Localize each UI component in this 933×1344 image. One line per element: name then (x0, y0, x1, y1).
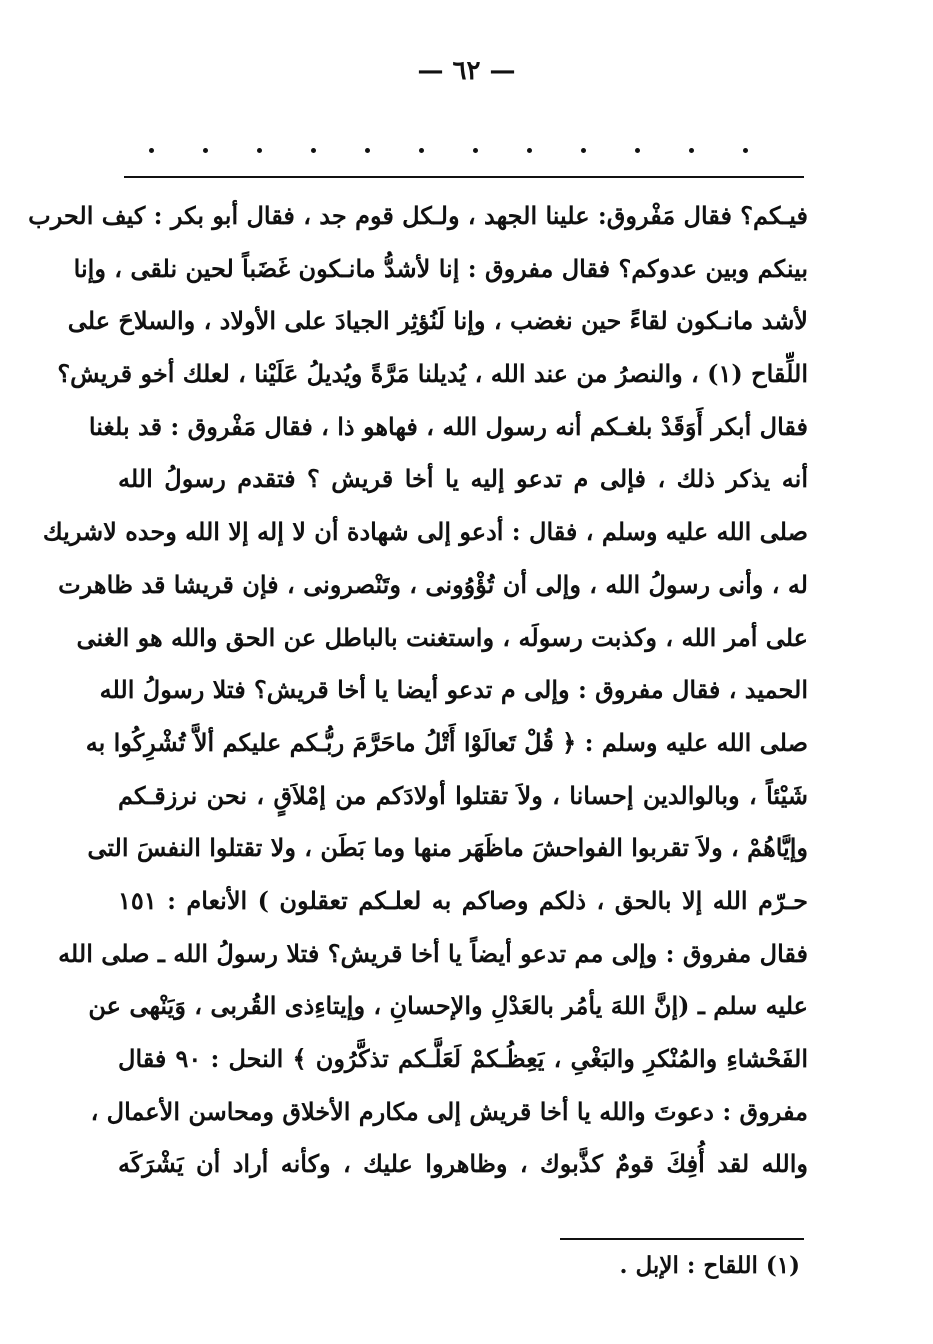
text-line: لأشد مانـكون لقاءً حين نغضب ، وإنا لَنُؤثِر الجيادَ على الأولاد ، والسلاحَ على (67, 306, 808, 336)
text-line: الفَحْشاءِ والمُنْكرِ والبَغْىِ ، يَعِظُـكمْ لَعَلَّـكم تذكَّرُون ﴾ النحل : ٩٠ فقال (118, 1044, 808, 1073)
text-line: له ، وأنى رسولُ الله ، وإلى أن تُؤْوُونى ، وتَنْصرونى ، فإن قريشا قد ظاهرت (58, 569, 808, 599)
ornament-dot (473, 148, 478, 153)
text-line: فقال أبكر أَوَقَدْ بلغـكم أنه رسول الله ، فهاهو ذا ، فقال مَفْروق : قد بلغنا (88, 411, 808, 441)
ornament-dot (635, 148, 640, 153)
text-line: الحميد ، فقال مفروق : وإلى م تدعو أيضا يا أخا قريش؟ فتلا رسولُ الله (99, 675, 808, 705)
footnote: (١) اللقاح : الإبل . (619, 1252, 800, 1279)
text-line: شَيْئاً ، وبالوالدين إحسانا ، ولاَ تقتلوا أولادَكم من إمْلاَقٍ ، نحن نرزقـكم (118, 780, 808, 810)
text-line: اللِّقاح (١) ، والنصرُ من عند الله ، يُديلنا مَرَّةً ويُديلُ عَلَيْنا ، لعلك أخو قريش؟ (57, 359, 808, 389)
ornament-dot (581, 148, 586, 153)
body-text (28, 190, 808, 1191)
text-line: صلى الله عليه وسلم ، فقال : أدعو إلى شهادة أن لا إله إلا الله وحده لاشريك (42, 517, 808, 547)
header-rule (124, 176, 804, 178)
ornament-dot (311, 148, 316, 153)
text-line: أنه يذكر ذلك ، فإلى م تدعو إليه يا أخا قريش ؟ فتقدم رسولُ الله (118, 464, 808, 494)
ornament-dot (203, 148, 208, 153)
text-line: حـرّم الله إلا بالحق ، ذلكم وصاكم به لعلـكم تعقلون ) الأنعام : ١٥١ (118, 885, 808, 915)
footnote-rule (560, 1238, 804, 1240)
ornament-dot (149, 148, 154, 153)
text-line: صلى الله عليه وسلم : ﴿ قُلْ تَعالَوْا أَتْلُ ماحَرَّمَ ربُّـكم عليكم ألاَّ تُشْرِكُوا به (85, 727, 808, 757)
ornament-dot (419, 148, 424, 153)
ornament-dot (257, 148, 262, 153)
text-line: وإيَّاهُمْ ، ولاَ تقربوا الفواحشَ ماظَهَر منها وما بَطَن ، ولا تقتلوا النفسَ التى (87, 833, 808, 863)
text-line: فقال مفروق : وإلى مم تدعو أيضاً يا أخا قريش؟ فتلا رسولُ الله ـ صلى الله (58, 938, 808, 968)
ornament-dot (689, 148, 694, 153)
ornamental-dots-divider (135, 140, 795, 160)
text-line: بينكم وبين عدوكم؟ فقال مفروق : إنا لأشدُّ مانـكون غَضَباً لحين نلقى ، وإنا (73, 253, 808, 283)
text-line: عليه سلم ـ (إنَّ اللهَ يأمُر بالعَدْلِ والإحسانِ ، وإيتاءِذى القُربى ، وَيَنْهى عن (88, 991, 808, 1021)
ornament-dot (743, 148, 748, 153)
text-line: مفروق : دعوتَ والله يا أخا قريش إلى مكارم الأخلاق ومحاسن الأعمال ، (90, 1096, 808, 1126)
text-line: على أمر الله ، وكذبت رسولَه ، واستغنت بالباطل عن الحق والله هو الغنى (76, 622, 808, 652)
text-line: فيـكم؟ فقال مَفْروق: علينا الجهد ، ولـكل قوم جد ، فقال أبو بكر : كيف الحرب (28, 201, 808, 230)
text-line: والله لقد أُفِكَ قومٌ كذَّبوك ، وظاهروا عليك ، وكأنه أراد أن يَشْرَكَه (118, 1149, 808, 1179)
page-number: — ٦٢ — (417, 56, 516, 86)
ornament-dot (527, 148, 532, 153)
ornament-dot (365, 148, 370, 153)
